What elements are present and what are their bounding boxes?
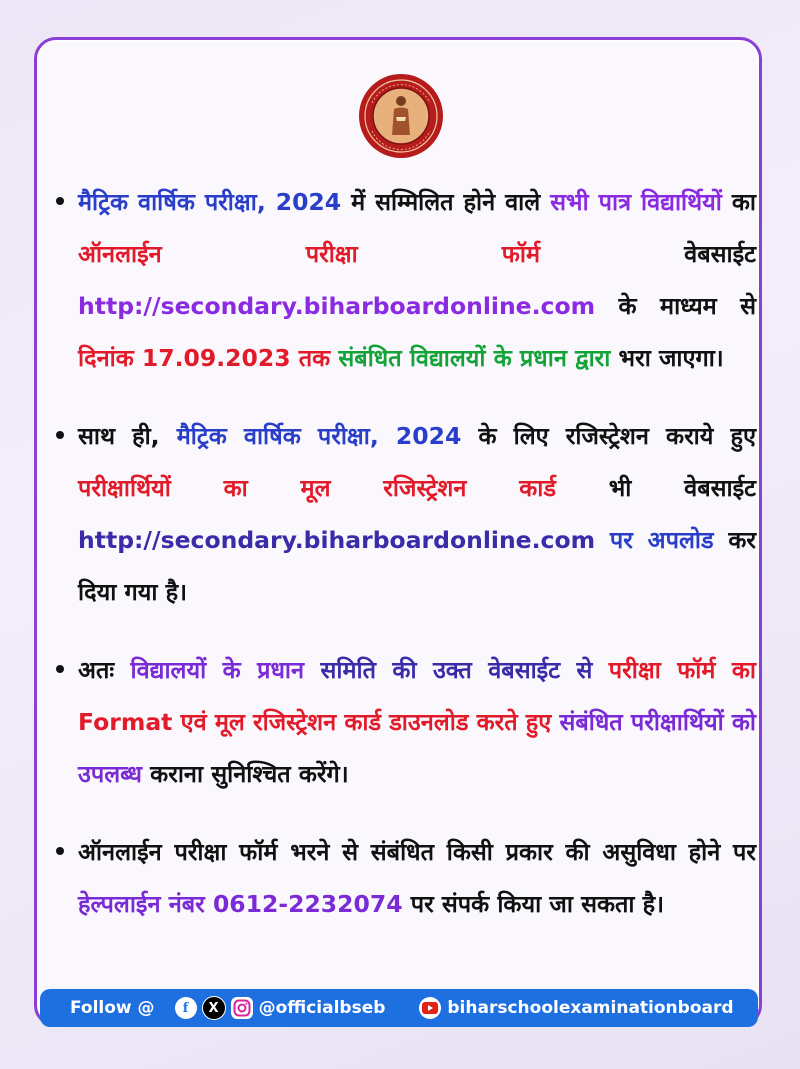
bullet-text-segment: मैट्रिक वार्षिक परीक्षा, 2024 xyxy=(176,422,462,450)
bullet-text-segment: में सम्मिलित होने वाले xyxy=(341,188,551,216)
bullet-text-segment: संबंधित परीक्षार्थियों को उपलब्ध xyxy=(78,708,757,788)
bullet-text-segment: हेल्पलाईन नंबर 0612-2232074 xyxy=(78,890,403,918)
bullet-text-segment xyxy=(592,656,608,684)
social-icons xyxy=(175,996,253,1020)
notice-content xyxy=(50,176,756,956)
bullet-text-segment: परीक्षार्थियों का मूल रजिस्ट्रेशन कार्ड xyxy=(78,474,556,502)
bullet-text-segment: का xyxy=(721,188,756,216)
bullet-text-segment: वेबसाईट xyxy=(540,240,756,268)
bullet-item xyxy=(50,176,756,384)
bullet-item xyxy=(50,826,756,930)
social-handle[interactable]: @officialbseb xyxy=(258,998,386,1018)
youtube-icon[interactable] xyxy=(419,997,441,1019)
bullet-text-segment: ऑनलाईन परीक्षा फॉर्म भरने से संबंधित किसी प्रकार की असुविधा होने पर xyxy=(78,838,756,866)
bullet-text-segment: साथ ही, xyxy=(78,422,177,450)
facebook-icon[interactable]: f xyxy=(175,997,197,1019)
bullet-text-segment: भी वेबसाईट xyxy=(555,474,757,502)
bullet-text-segment: संबंधित विद्यालयों के प्रधान द्वारा xyxy=(338,344,611,372)
bullet-text-segment: ऑनलाईन परीक्षा फॉर्म xyxy=(78,240,541,268)
bullet-text-segment: कर दिया गया है। xyxy=(78,526,756,606)
x-icon[interactable]: X xyxy=(202,996,226,1020)
bullet-text-segment: पर संपर्क किया जा सकता है। xyxy=(402,890,665,918)
follow-label: Follow @ xyxy=(70,998,155,1018)
bullet-text-segment: विद्यालयों के प्रधान xyxy=(130,656,305,684)
bullet-item xyxy=(50,644,756,800)
bullet-text-segment: समिति की उक्त वेबसाईट से xyxy=(320,656,593,684)
bullet-text-segment xyxy=(595,526,610,554)
instagram-icon[interactable] xyxy=(231,997,253,1019)
youtube-handle[interactable]: biharschoolexaminationboard xyxy=(447,998,734,1018)
bullet-text-segment: http://secondary.biharboardonline.com xyxy=(78,526,596,554)
bullet-text-segment: अतः xyxy=(78,656,131,684)
bullet-text-segment: मैट्रिक वार्षिक परीक्षा, 2024 xyxy=(78,188,342,216)
bullet-text-segment: दिनांक 17.09.2023 तक xyxy=(78,344,331,372)
bullet-text-segment: परीक्षा फॉर्म का Format एवं मूल रजिस्ट्रेशन कार्ड डाउनलोड करते हुए xyxy=(78,656,756,736)
bullet-text-segment: http://secondary.biharboardonline.com xyxy=(78,292,596,320)
bullet-text-segment: सभी पात्र विद्यार्थियों xyxy=(550,188,722,216)
bullet-text-segment: भरा जाएगा। xyxy=(610,344,724,372)
bseb-seal-icon xyxy=(358,73,444,159)
bullet-item xyxy=(50,410,756,618)
bullet-text-segment xyxy=(304,656,320,684)
social-footer xyxy=(40,989,758,1027)
bullet-text-segment: के लिए रजिस्ट्रेशन कराये हुए xyxy=(461,422,756,450)
bullet-text-segment: कराना सुनिश्चित करेंगे। xyxy=(142,760,349,788)
bullet-text-segment: पर अपलोड xyxy=(609,526,714,554)
bullet-text-segment: के माध्यम से xyxy=(595,292,756,320)
